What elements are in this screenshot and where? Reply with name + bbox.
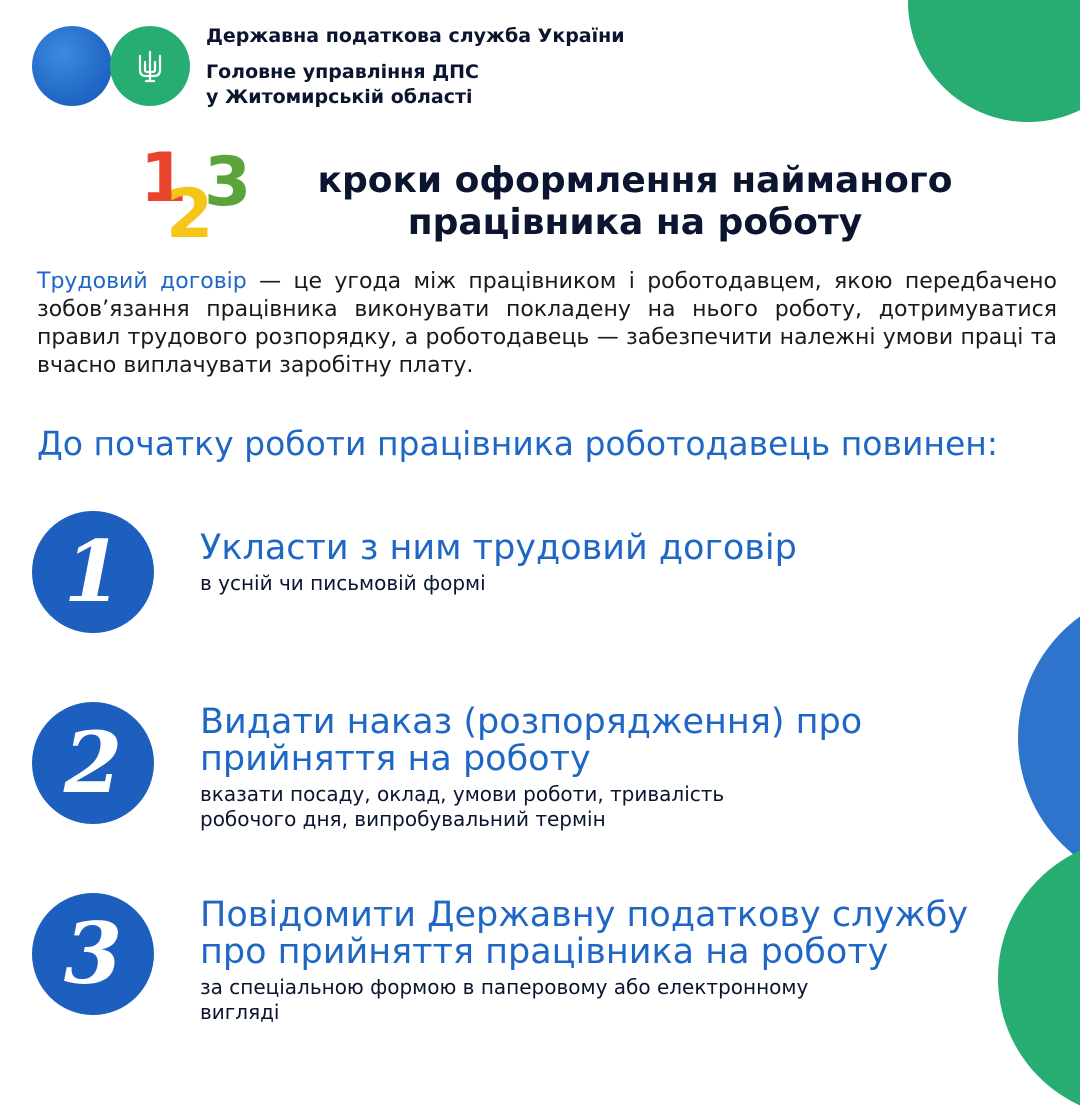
step-number-1: 1 [63, 522, 123, 621]
page-title [290, 160, 980, 244]
section-subheading: До початку роботи працівника роботодавець повинен: [37, 424, 998, 463]
step-1-title: Укласти з ним трудовий договір [200, 528, 797, 568]
step-2-desc-line1: вказати посаду, оклад, умови роботи, тривалість [200, 782, 725, 806]
step-number-2: 2 [63, 713, 123, 812]
step-number-circle-2 [32, 702, 154, 824]
step-number-circle-3 [32, 893, 154, 1015]
number-one-graphic: 1 [140, 139, 188, 218]
logo-green-circle [110, 26, 190, 106]
step-2-title-line2: прийняття на роботу [200, 739, 591, 779]
decorative-green-circle-bottom [998, 838, 1080, 1118]
step-1-description: в усній чи письмовій формі [200, 571, 486, 595]
step-3-title [200, 897, 968, 971]
intro-text: — це угода між працівником і роботодавцем, якою передбачено зобов’язання працівника виконувати покладену на нього роботу, дотримуватися правил трудового розпорядку, а роботодавець — забезпечити належні умови праці та вчасно виплачувати заробітну плату. [37, 269, 1057, 378]
step-2-title-line1: Видати наказ (розпорядження) про [200, 702, 863, 742]
decorative-blue-circle-right [1018, 588, 1080, 888]
number-three-graphic: 3 [204, 143, 252, 222]
step-3-title-line2: про прийняття працівника на роботу [200, 932, 889, 972]
step-2-description [200, 782, 724, 832]
step-3-description [200, 975, 808, 1025]
org-name-line2: Головне управління ДПС [206, 61, 480, 83]
number-two-graphic: 2 [166, 175, 214, 254]
trident-icon [136, 50, 164, 84]
logo-blue-circle [32, 26, 112, 106]
org-name-line1: Державна податкова служба України [206, 25, 625, 47]
title-line1: кроки оформлення найманого [317, 160, 953, 201]
step-number-circle-1 [32, 511, 154, 633]
step-2-title [200, 704, 862, 778]
step-2-desc-line2: робочого дня, випробувальний термін [200, 807, 606, 831]
title-line2: працівника на роботу [407, 202, 863, 243]
step-3-desc-line1: за спеціальною формою в паперовому або електронному [200, 975, 809, 999]
intro-keyword: Трудовий договір [37, 269, 247, 294]
org-name-line3: у Житомирській області [206, 86, 473, 108]
decorative-green-circle-top [908, 0, 1080, 122]
step-number-3: 3 [63, 904, 123, 1003]
intro-paragraph [37, 268, 1057, 380]
numbers-graphic [138, 139, 263, 255]
step-3-title-line1: Повідомити Державну податкову службу [200, 895, 969, 935]
step-3-desc-line2: вигляді [200, 1000, 280, 1024]
